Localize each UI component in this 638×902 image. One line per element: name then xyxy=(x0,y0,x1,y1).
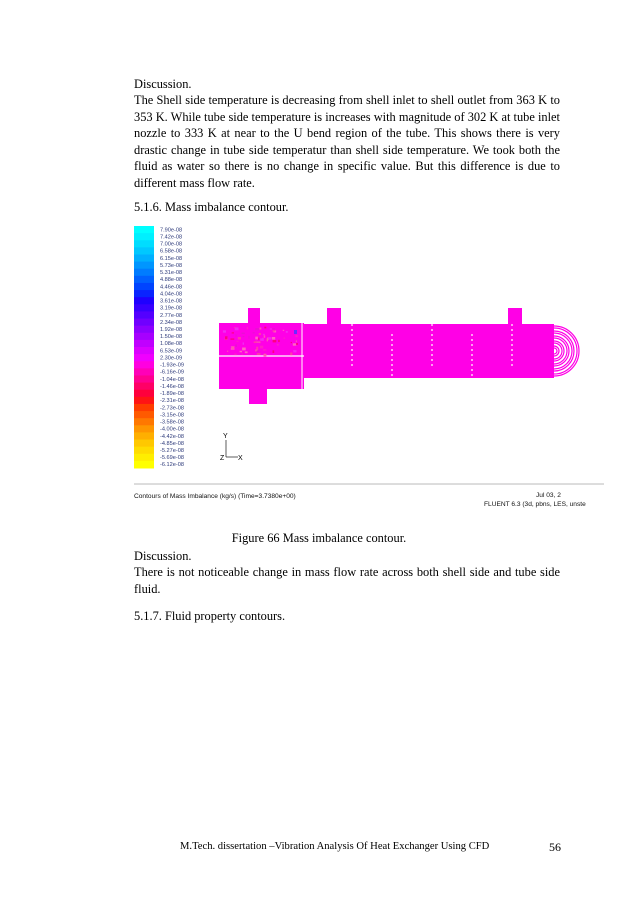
colorbar-tick-label: -6.16e-09 xyxy=(160,369,184,376)
colorbar xyxy=(134,226,154,469)
noise-cell xyxy=(286,331,288,333)
noise-cell xyxy=(247,327,248,330)
noise-cell xyxy=(237,341,239,342)
colorbar-swatch xyxy=(134,368,154,376)
inlet-nozzle-left xyxy=(248,308,260,325)
noise-cell xyxy=(243,342,244,344)
noise-cell xyxy=(243,336,245,337)
colorbar-swatch xyxy=(134,418,154,426)
colorbar-swatch xyxy=(134,290,154,298)
discussion-paragraph-2: There is not noticeable change in mass flow rate across both shell side and tube side fluid. xyxy=(134,565,560,596)
colorbar-swatch xyxy=(134,354,154,362)
colorbar-swatch xyxy=(134,425,154,433)
colorbar-tick-label: -5.69e-08 xyxy=(160,455,184,462)
section-heading-5-1-7: 5.1.7. Fluid property contours. xyxy=(134,609,286,623)
colorbar-tick-label: -1.93e-09 xyxy=(160,362,184,369)
axis-y-label: Y xyxy=(223,433,228,440)
noise-cell xyxy=(278,340,280,342)
mass-imbalance-contour-figure xyxy=(134,222,604,512)
colorbar-swatch xyxy=(134,262,154,270)
colorbar-swatch xyxy=(134,347,154,355)
colorbar-swatch xyxy=(134,254,154,262)
noise-cell xyxy=(291,342,292,343)
colorbar-tick-label: -3.58e-08 xyxy=(160,419,184,426)
colorbar-swatch xyxy=(134,333,154,341)
shell-body xyxy=(304,324,554,378)
plot-info-solver: FLUENT 6.3 (3d, pbns, LES, unste xyxy=(484,501,586,508)
colorbar-labels xyxy=(160,227,184,468)
noise-cell xyxy=(272,337,275,340)
colorbar-tick-label: 1.50e-08 xyxy=(160,334,183,341)
colorbar-tick-label: -2.31e-08 xyxy=(160,398,184,405)
noise-cell xyxy=(272,328,275,330)
nozzle-top-1 xyxy=(327,308,341,325)
colorbar-swatch xyxy=(134,440,154,448)
discussion-heading-2: Discussion. xyxy=(134,549,192,563)
colorbar-swatch xyxy=(134,454,154,462)
noise-cell xyxy=(238,337,241,340)
colorbar-swatch xyxy=(134,269,154,277)
noise-cell xyxy=(273,340,277,342)
noise-cell xyxy=(258,338,259,341)
noise-cell xyxy=(296,343,298,345)
colorbar-tick-label: -6.12e-08 xyxy=(160,462,184,469)
noise-cell xyxy=(254,341,257,343)
noise-cell xyxy=(270,328,272,329)
noise-cell xyxy=(264,335,266,338)
colorbar-tick-label: -1.04e-08 xyxy=(160,376,184,383)
noise-cell xyxy=(284,338,285,339)
noise-cell xyxy=(242,353,243,355)
noise-cell xyxy=(236,335,237,337)
noise-cell xyxy=(293,350,296,352)
noise-cell xyxy=(264,327,266,329)
colorbar-tick-label: -5.27e-08 xyxy=(160,447,184,454)
noise-cell xyxy=(268,337,271,339)
colorbar-tick-label: 7.42e-08 xyxy=(160,234,183,241)
colorbar-tick-label: 7.90e-08 xyxy=(160,227,183,234)
colorbar-swatch xyxy=(134,276,154,284)
noise-cell xyxy=(293,343,296,345)
u-bend-tube xyxy=(554,347,558,355)
colorbar-swatch xyxy=(134,247,154,255)
u-bend-tubes xyxy=(554,327,578,375)
colorbar-swatch xyxy=(134,319,154,327)
noise-cell xyxy=(296,335,298,337)
noise-cell xyxy=(255,337,258,340)
page-footer: M.Tech. dissertation –Vibration Analysis Of Heat Exchanger Using CFD xyxy=(180,841,490,852)
noise-cell xyxy=(235,344,237,347)
noise-cell xyxy=(245,351,248,353)
colorbar-swatch xyxy=(134,233,154,241)
noise-cell xyxy=(253,332,255,333)
colorbar-swatch xyxy=(134,361,154,369)
colorbar-tick-label: 1.92e-08 xyxy=(160,326,183,333)
colorbar-tick-label: 5.31e-08 xyxy=(160,270,183,277)
noise-cell xyxy=(263,349,267,350)
noise-cell xyxy=(267,338,268,341)
noise-cell xyxy=(234,327,235,328)
colorbar-tick-label: 4.04e-08 xyxy=(160,291,183,298)
plot-info-left: Contours of Mass Imbalance (kg/s) (Time=3.7380e+00) xyxy=(134,493,296,500)
colorbar-tick-label: 6.58e-08 xyxy=(160,248,183,255)
noise-cell xyxy=(273,350,275,353)
colorbar-tick-label: 4.46e-08 xyxy=(160,284,183,291)
noise-cell xyxy=(257,350,260,352)
noise-cell xyxy=(223,330,226,332)
noise-cell xyxy=(272,330,275,331)
noise-cell xyxy=(259,333,261,335)
colorbar-swatch xyxy=(134,404,154,412)
colorbar-tick-label: -2.73e-08 xyxy=(160,405,184,412)
noise-cell xyxy=(257,342,261,343)
noise-cell xyxy=(232,346,235,349)
section-heading-5-1-6: 5.1.6. Mass imbalance contour. xyxy=(134,200,289,214)
colorbar-swatch xyxy=(134,432,154,440)
figure-caption: Figure 66 Mass imbalance contour. xyxy=(231,531,407,545)
noise-cell xyxy=(255,328,259,330)
noise-cell xyxy=(263,334,265,336)
colorbar-tick-label: 5.73e-08 xyxy=(160,262,183,269)
colorbar-tick-label: 6.15e-08 xyxy=(160,255,183,262)
axis-z-label: Z xyxy=(220,455,225,462)
discussion-paragraph: The Shell side temperature is decreasing from shell inlet to shell outlet from 363 K to 353 K. While tube side temperature is increases with magnitude of 302 K at tube inlet nozzle to 333 K at near to the U bend region of the tube. This shows there is very drastic change in tube side temperatur than shell side temperature. We took both the fluid as water so there is no change in specific value. But this difference is due to different mass flow rate. xyxy=(134,93,560,190)
colorbar-swatch xyxy=(134,226,154,234)
colorbar-swatch xyxy=(134,397,154,405)
colorbar-swatch xyxy=(134,383,154,391)
colorbar-swatch xyxy=(134,447,154,455)
colorbar-tick-label: -4.42e-08 xyxy=(160,433,184,440)
nozzle-top-2 xyxy=(508,308,522,325)
noise-cell xyxy=(242,348,246,351)
noise-cell xyxy=(294,330,297,334)
axis-x-label: X xyxy=(238,455,243,462)
plot-info-date: Jul 03, 2 xyxy=(536,492,561,499)
outlet-nozzle-left xyxy=(249,388,267,404)
noise-cell xyxy=(296,340,297,342)
colorbar-tick-label: 2.77e-08 xyxy=(160,312,183,319)
colorbar-swatch xyxy=(134,297,154,305)
colorbar-swatch xyxy=(134,390,154,398)
colorbar-swatch xyxy=(134,375,154,383)
noise-cell xyxy=(290,353,292,356)
colorbar-swatch xyxy=(134,326,154,334)
noise-cell xyxy=(256,347,258,350)
noise-cell xyxy=(248,336,249,339)
colorbar-tick-label: 7.00e-08 xyxy=(160,241,183,248)
noise-cell xyxy=(277,344,279,346)
noise-cell xyxy=(227,351,228,352)
noise-cell xyxy=(234,354,236,356)
contour-plot xyxy=(134,222,604,512)
colorbar-tick-label: -1.89e-08 xyxy=(160,391,184,398)
noise-cell xyxy=(225,336,227,339)
discussion-heading: Discussion. xyxy=(134,77,192,91)
colorbar-swatch xyxy=(134,340,154,348)
colorbar-swatch xyxy=(134,240,154,248)
noise-cell xyxy=(242,333,245,334)
noise-cell xyxy=(283,330,285,331)
noise-cell xyxy=(264,354,267,357)
colorbar-tick-label: -3.15e-08 xyxy=(160,412,184,419)
noise-cell xyxy=(260,346,263,349)
colorbar-swatch xyxy=(134,283,154,291)
colorbar-tick-label: -4.00e-08 xyxy=(160,426,184,433)
page-number: 56 xyxy=(549,840,561,854)
heat-exchanger-geometry xyxy=(219,308,578,404)
colorbar-tick-label: 4.88e-08 xyxy=(160,277,183,284)
colorbar-tick-label: -1.46e-08 xyxy=(160,383,184,390)
colorbar-swatch xyxy=(134,304,154,312)
colorbar-tick-label: 1.08e-08 xyxy=(160,341,183,348)
noise-cell xyxy=(232,332,234,333)
colorbar-tick-label: -4.85e-08 xyxy=(160,440,184,447)
noise-cell xyxy=(240,351,242,353)
axes-triad xyxy=(220,433,243,462)
colorbar-tick-label: 3.19e-08 xyxy=(160,305,183,312)
colorbar-tick-label: 2.34e-08 xyxy=(160,319,183,326)
noise-cell xyxy=(257,353,261,355)
noise-cell xyxy=(260,338,264,340)
colorbar-tick-label: 6.53e-09 xyxy=(160,348,183,355)
colorbar-swatch xyxy=(134,311,154,319)
colorbar-tick-label: 2.30e-09 xyxy=(160,355,183,362)
noise-cell xyxy=(260,328,262,330)
colorbar-swatch xyxy=(134,461,154,469)
colorbar-swatch xyxy=(134,411,154,419)
noise-cell xyxy=(230,338,234,339)
colorbar-tick-label: 3.61e-08 xyxy=(160,298,183,305)
